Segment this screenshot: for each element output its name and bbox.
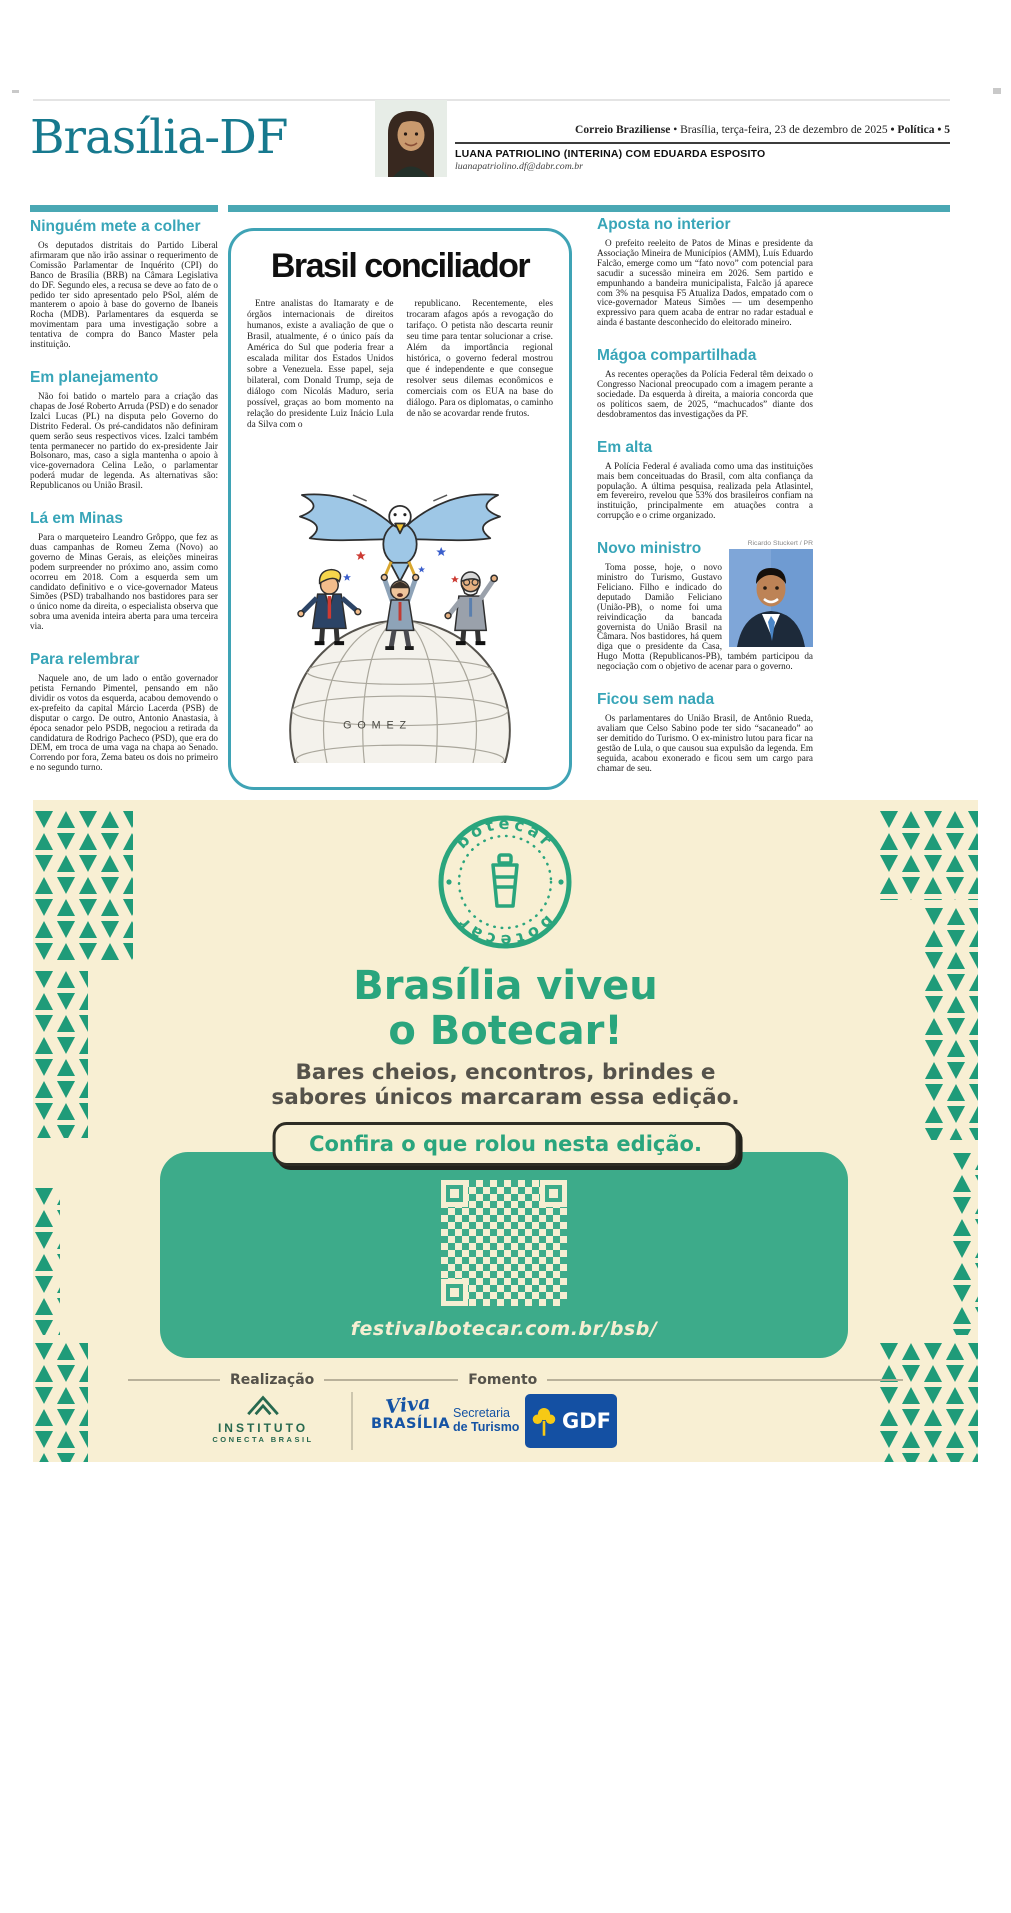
masthead-line	[455, 124, 950, 136]
masthead-name: Correio Braziliense	[575, 124, 671, 136]
news-body: Os deputados distritais do Partido Liberal afirmaram que não irão assinar o requerimento de Comissão Parlamentar de Inquérito (CPI) do Banco de Brasília (BRB) na Câmara Legislativa do DF. Segundo eles, a recusa se deve ao fato de o pedido ter sido apresentado pelo PSol, além de manterem o apoio à base do governo de Ibaneis Rocha (MDB). Parlamentares da esquerda se movimentam para uma investigação sobre a tentativa de compra do Banco Master pela instituição.	[30, 240, 218, 350]
instituto-name-line2: CONECTA BRASIL	[212, 1435, 314, 1444]
shaker-icon	[493, 855, 517, 906]
feature-box	[228, 228, 572, 790]
news-body: Não foi batido o martelo para a criação das chapas de José Roberto Arruda (PSD) e do senador Izalci Lucas (PL) na disputa pelo Governo do Distrito Federal. Os pré-candidatos não definiram quem serão seus respectivos vices. Izalci também tenta permanecer no partido do ex-presidente Jair Bolsonaro, mas, caso a sigla mantenha o apoio à vice-governadora Celina Leão, o parlamentar poderá mudar de legenda. As alternativas são: Republicanos ou União Brasil.	[30, 390, 218, 491]
news-item	[30, 369, 218, 491]
ipe-tree-icon	[531, 1405, 557, 1437]
instituto-name-line1: INSTITUTO	[217, 1421, 309, 1435]
qr-finder	[441, 1279, 468, 1306]
crop-mark	[12, 90, 19, 93]
news-heading: Aposta no interior	[597, 216, 731, 233]
separator: •	[890, 124, 895, 136]
left-column	[30, 214, 218, 773]
ad-headline-line2: o Botecar!	[388, 1008, 623, 1054]
chevron-icon	[241, 1392, 285, 1416]
news-heading: Em planejamento	[30, 368, 159, 386]
realizacao-label: Realização	[230, 1372, 315, 1388]
ad-cta-button[interactable]: Confira o que rolou nesta edição.	[272, 1122, 739, 1166]
minister-photo	[729, 549, 813, 647]
crop-mark	[993, 88, 1001, 94]
news-heading: Lá em Minas	[30, 510, 124, 528]
qr-panel	[160, 1152, 848, 1358]
news-item	[597, 540, 813, 672]
news-heading: Em alta	[597, 438, 653, 456]
news-heading: Ninguém mete a colher	[30, 218, 201, 235]
separator: •	[673, 124, 678, 136]
ad-subtext	[33, 1060, 978, 1110]
separator: •	[937, 124, 942, 136]
ad-subtext-line1: Bares cheios, encontros, brindes e	[295, 1060, 716, 1085]
ad-headline	[33, 964, 978, 1054]
masthead-rule	[455, 142, 950, 144]
news-body: As recentes operações da Polícia Federal têm deixado o Congresso Nacional preocupado com a imagem perante a sociedade. Da esquerda à direita, a maioria concorda que os políticos saem, de 2025, “machucados” diante dos desdobramentos das investigações da PF.	[597, 369, 813, 419]
news-heading: Para relembrar	[30, 651, 140, 669]
logo-divider	[351, 1392, 353, 1450]
qr-finder	[441, 1180, 468, 1207]
divider-line	[128, 1379, 220, 1381]
right-column	[597, 212, 813, 774]
instituto-conecta-brasil-logo	[183, 1392, 343, 1444]
stamp-text-bottom: botecar	[451, 911, 558, 951]
bunting-pattern	[33, 1340, 88, 1462]
botecar-stamp-logo	[435, 812, 575, 952]
secretaria-turismo-logo	[453, 1406, 519, 1434]
svg-text:botecar	[452, 912, 558, 950]
feature-column-2: republicano. Recentemente, eles trocaram afagos após a revogação do tarifaço. O petista não descarta reunir seu time para tentar solucionar a crise. Além da importância regional histórica, o governo federal mostrou que é independente e que consegue resolver seus dilemas econômicos e comerciais com os EUA na base do diálogo. Para os diplomatas, o caminho de não se acovardar rende frutos.	[406, 299, 553, 419]
secretaria-line1: Secretaria	[453, 1406, 510, 1420]
bunting-pattern	[878, 808, 978, 900]
news-body: Os parlamentares do União Brasil, de Antônio Rueda, avaliam que Celso Sabino pode ter sido “sacaneado” ao ser demitido do Turismo. O ex-ministro lutou para ficar na gestão de Lula, o que causou sua expulsão da legenda. Em seguida, acabou exonerado e ficou sem um cargo para chamar de seu.	[597, 713, 813, 773]
cartoon-signature: GOMEZ	[343, 719, 413, 732]
news-item	[30, 510, 218, 632]
feature-column-1: Entre analistas do Itamaraty e de órgãos internacionais de direitos humanos, existe a avaliação de que o Brasil, atualmente, é o único país da América do Sul que poderia frear a escalada militar dos Estados Unidos sobre a Venezuela. Esse papel, seja bilateral, com Donald Trump, seja de diálogo com Nicolás Maduro, seria possível, graças ao bom momento na relação do presidente Luiz Inácio Lula da Silva com o	[247, 299, 394, 430]
qr-code[interactable]	[441, 1180, 567, 1306]
news-item	[30, 218, 218, 350]
page-title: Brasília-DF	[30, 110, 288, 165]
news-body: O prefeito reeleito de Patos de Minas e presidente da Associação Mineira de Municípios (AMM), Luís Eduardo Falcão, emerge como um “fato novo” com potencial para sacudir a sucessão mineira em 2026. Sem partido e empunhando a bandeira municipalista, Falcão já aparece com 3% na pesquisa F5 Atualiza Dados, empatado com o vice-governador Mateus Simões — um desempenho expressivo para quem acaba de entrar no radar estadual e ainda é bastante desconhecido do eleitorado mineiro.	[597, 238, 813, 328]
news-body: Naquele ano, de um lado o então governador petista Fernando Pimentel, pensando em não dividir os votos da esquerda, acabou demovendo o ex-prefeito da capital Márcio Lacerda (PSB) de disputar o cargo. De outro, Antonio Anastasia, à época senador pelo PSDB, negociou a retirada da candidatura de Rodrigo Pacheco (PSD), que era do DEM, em troca de uma vaga na chapa ao Senado. Correndo por fora, Zema bateu os dois no primeiro e no segundo turno.	[30, 673, 218, 773]
news-heading: Ficou sem nada	[597, 691, 715, 709]
byline: LUANA PATRIOLINO (INTERINA) COM EDUARDA ESPOSITO	[455, 148, 766, 160]
stamp-text-top: botecar	[452, 813, 559, 853]
ad-url[interactable]: festivalbotecar.com.br/bsb/	[350, 1318, 658, 1340]
news-item	[597, 216, 813, 328]
gdf-text: GDF	[561, 1409, 611, 1433]
masthead-page-number: 5	[944, 124, 950, 136]
bunting-pattern	[33, 1185, 60, 1335]
viva-script: Viva	[384, 1391, 432, 1419]
ad-footer	[128, 1372, 903, 1388]
news-item	[597, 347, 813, 420]
divider-line	[324, 1379, 458, 1381]
fomento-label: Fomento	[468, 1372, 538, 1388]
photo-credit: Ricardo Stuckert / PR	[747, 540, 813, 548]
secretaria-line2: de Turismo	[453, 1420, 520, 1434]
masthead-section: Política	[897, 124, 935, 136]
bunting-pattern	[878, 1340, 978, 1462]
header-rule	[33, 99, 950, 101]
feature-headline: Brasil conciliador	[270, 247, 530, 285]
news-heading: Mágoa compartilhada	[597, 347, 757, 365]
svg-text:botecar	[452, 814, 558, 852]
ad-subtext-line2: sabores únicos marcaram essa edição.	[271, 1085, 740, 1110]
section-bar	[30, 205, 218, 212]
qr-finder	[540, 1180, 567, 1207]
divider-line	[547, 1379, 903, 1381]
news-item	[597, 439, 813, 521]
bunting-pattern	[951, 1150, 978, 1335]
news-item	[30, 651, 218, 773]
news-body: Para o marqueteiro Leandro Grôppo, que fez as duas campanhas de Romeu Zema (Novo) ao governo de Minas Gerais, as eleições mineiras podem surpreender no próximo ano, assim como ocorreu em 2018. Com a esquerda sem um candidato definitivo e o vice-governador Mateus Simões (PSD) trabalhando nos bastidores para ser o único nome da direita, o especialista observa que sobra uma avenida inteira aberta para uma terceira via.	[30, 532, 218, 632]
masthead-dateline: Brasília, terça-feira, 23 de dezembro de 2025	[680, 124, 888, 136]
news-body: A Polícia Federal é avaliada como uma das instituições mais bem conceituadas do Brasil, com alta confiança da população. A última pesquisa, realizada pela Atlasintel, em fevereiro, revelou que 53% dos brasileiros confiam na instituição, principalmente em atuações contra a corrupção e o crime organizado.	[597, 460, 813, 521]
news-item	[597, 691, 813, 773]
botecar-advertisement	[33, 800, 978, 1462]
section-bar	[228, 205, 950, 212]
byline-email[interactable]: luanapatriolino.df@dabr.com.br	[455, 161, 583, 172]
minister-photo-block	[729, 540, 813, 647]
viva-brasilia-logo	[371, 1391, 451, 1432]
ad-headline-line1: Brasília viveu	[353, 963, 658, 1009]
columnist-photo	[375, 100, 447, 177]
news-heading: Novo ministro	[597, 540, 702, 558]
news-body: Toma posse, hoje, o novo ministro do Turismo, Gustavo Feliciano. Filho e indicado do deputado Damião Feliciano (União-PB), o nome foi uma reivindicação da bancada governista do União Brasil na Câmara. Nos bastidores, há quem diga que o presidente da Casa, Hugo Motta (Republicanos-PB), também participou da negociação com o objetivo de acenar para o governo.	[597, 562, 813, 672]
bunting-pattern	[33, 808, 133, 960]
editorial-cartoon	[247, 435, 553, 763]
gdf-logo	[525, 1394, 617, 1448]
viva-brasilia: BRASÍLIA	[371, 1416, 451, 1432]
